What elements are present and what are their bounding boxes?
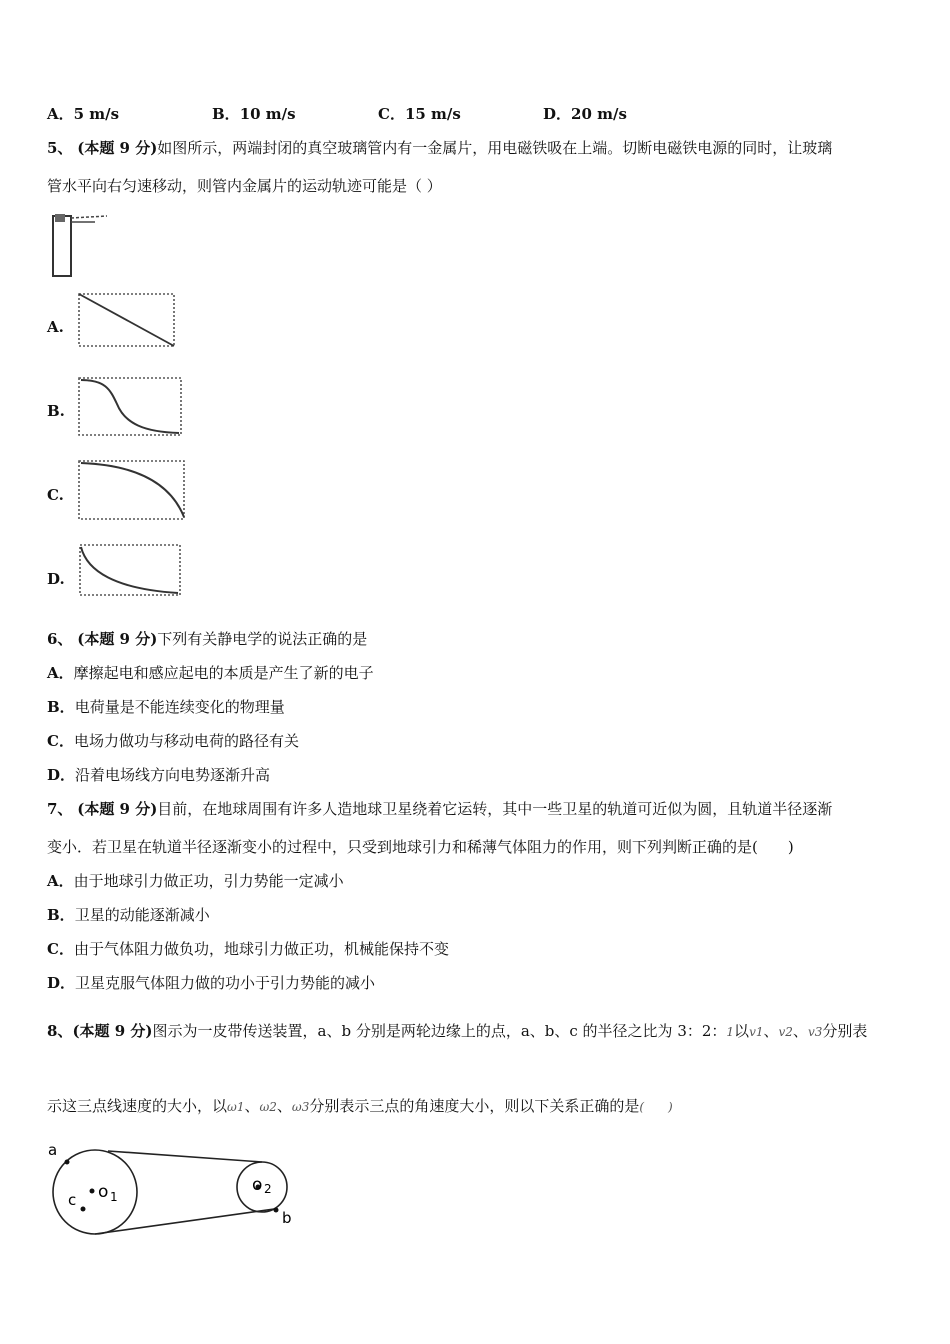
label-c: c: [68, 1191, 77, 1209]
q6-option-b: B．电荷量是不能连续变化的物理量: [47, 698, 285, 716]
q6-option-a: A．摩擦起电和感应起电的本质是产生了新的电子: [47, 664, 374, 682]
glass-tube-figure: [45, 208, 115, 280]
q5-stem-line2: 管水平向右匀速移动，则管内金属片的运动轨迹可能是（ ）: [47, 177, 442, 195]
q7-option-b: B．卫星的动能逐渐减小: [47, 906, 210, 924]
q7-option-a: A．由于地球引力做正功，引力势能一定减小: [47, 872, 344, 890]
label-a: a: [48, 1141, 58, 1159]
label-b: b: [282, 1209, 292, 1227]
q4-option-c: C．15 m/s: [378, 105, 461, 123]
label-o2: o: [252, 1175, 263, 1195]
q5-option-d-figure: [75, 541, 185, 601]
q5-stem-line1: 5、 (本题 9 分)如图所示，两端封闭的真空玻璃管内有一金属片，用电磁铁吸在上端。切断电磁铁电源的同时，让玻璃: [47, 139, 833, 157]
q4-option-a: A．5 m/s: [47, 105, 120, 123]
q4-option-b: B．10 m/s: [212, 105, 296, 123]
q8-stem-line1: 8、(本题 9 分)图示为一皮带传送装置，a、b 分别是两轮边缘上的点，a、b、c 的半径之比为 3：2：1以v1、v2、v3分别表: [47, 1022, 868, 1040]
q5-option-a-figure: [75, 290, 180, 352]
q7-option-d: D．卫星克服气体阻力做的功小于引力势能的减小: [47, 974, 376, 992]
q6-stem: 6、 (本题 9 分)下列有关静电学的说法正确的是: [47, 630, 368, 648]
q6-option-d: D．沿着电场线方向电势逐渐升高: [47, 766, 271, 784]
label-o2-sub: 2: [264, 1182, 272, 1196]
q7-stem-line2: 变小．若卫星在轨道半径逐渐变小的过程中，只受到地球引力和稀薄气体阻力的作用，则下列判断正确的是( ): [47, 838, 794, 856]
q8-stem-line2: 示这三点线速度的大小，以ω1、ω2、ω3分别表示三点的角速度大小，则以下关系正确的是( ): [47, 1097, 673, 1115]
q4-option-d: D．20 m/s: [543, 105, 627, 123]
q5-option-c-figure: [75, 457, 190, 523]
q5-option-c-label: C.: [47, 486, 64, 504]
label-o1: o: [98, 1182, 109, 1202]
q5-option-d-label: D.: [47, 570, 65, 588]
q5-option-b-figure: [75, 374, 187, 440]
label-o1-sub: 1: [110, 1190, 118, 1204]
q7-option-c: C．由于气体阻力做负功，地球引力做正功，机械能保持不变: [47, 940, 449, 958]
belt-pulley-figure: [40, 1135, 310, 1245]
q5-option-a-label: A.: [47, 318, 64, 336]
q7-stem-line1: 7、 (本题 9 分)目前，在地球周围有许多人造地球卫星绕着它运转，其中一些卫星的轨道可近似为圆，且轨道半径逐渐: [47, 800, 833, 818]
q6-option-c: C．电场力做功与移动电荷的路径有关: [47, 732, 299, 750]
q5-option-b-label: B.: [47, 402, 65, 420]
